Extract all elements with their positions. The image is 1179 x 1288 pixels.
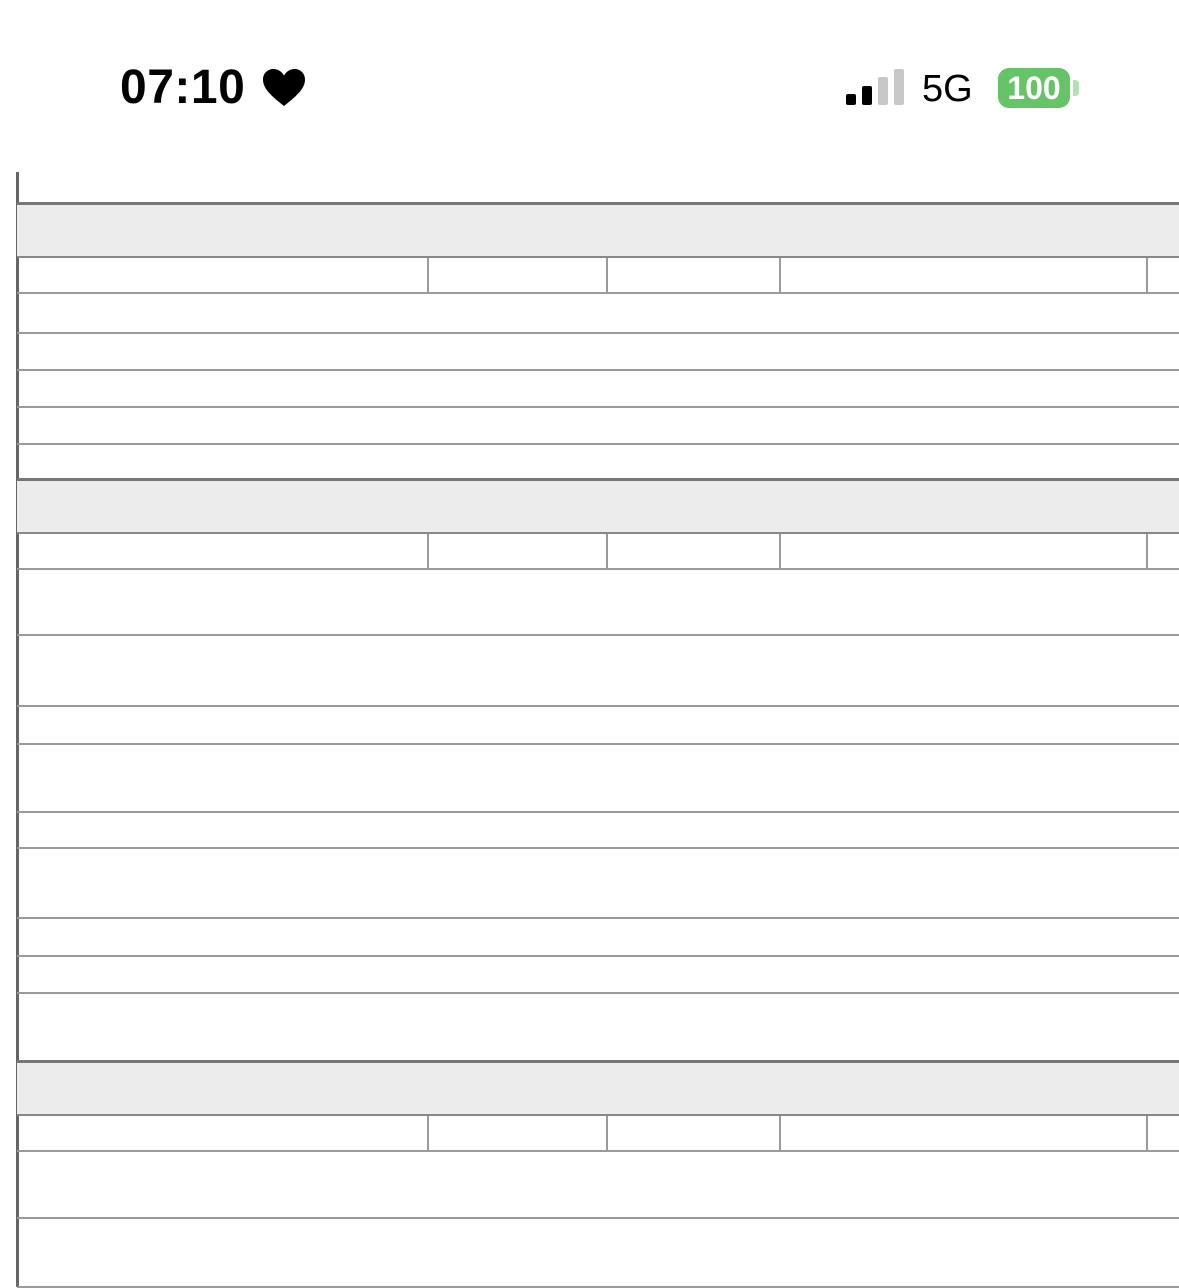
row-divider [17,406,1179,408]
column-divider [427,258,429,292]
row-divider [17,917,1179,919]
network-label: 5G [922,68,973,110]
row-divider [17,568,1179,570]
column-divider [606,1116,608,1150]
column-divider [779,1116,781,1150]
column-divider [606,258,608,292]
status-time: 07:10 [120,61,246,114]
battery-tip [1073,80,1079,96]
column-divider [427,1116,429,1150]
row-divider [17,1150,1179,1152]
column-divider [1146,534,1148,568]
row-divider [17,292,1179,294]
column-divider [606,534,608,568]
column-divider [779,534,781,568]
table-left-border [16,172,19,1287]
column-divider [1146,1116,1148,1150]
row-divider [17,743,1179,745]
row-divider [17,634,1179,636]
row-divider [17,1217,1179,1219]
signal-icon [846,68,906,108]
row-divider [17,811,1179,813]
row-divider [17,705,1179,707]
column-divider [779,258,781,292]
column-divider [427,534,429,568]
section-header [17,1060,1179,1116]
battery-icon: 100 [998,68,1070,108]
row-divider [17,955,1179,957]
row-divider [17,443,1179,445]
section-header [17,478,1179,534]
column-divider [1146,258,1148,292]
row-divider [17,369,1179,371]
row-divider [17,847,1179,849]
heart-icon [262,68,306,108]
row-divider [17,992,1179,994]
section-header [17,202,1179,258]
row-divider [17,332,1179,334]
